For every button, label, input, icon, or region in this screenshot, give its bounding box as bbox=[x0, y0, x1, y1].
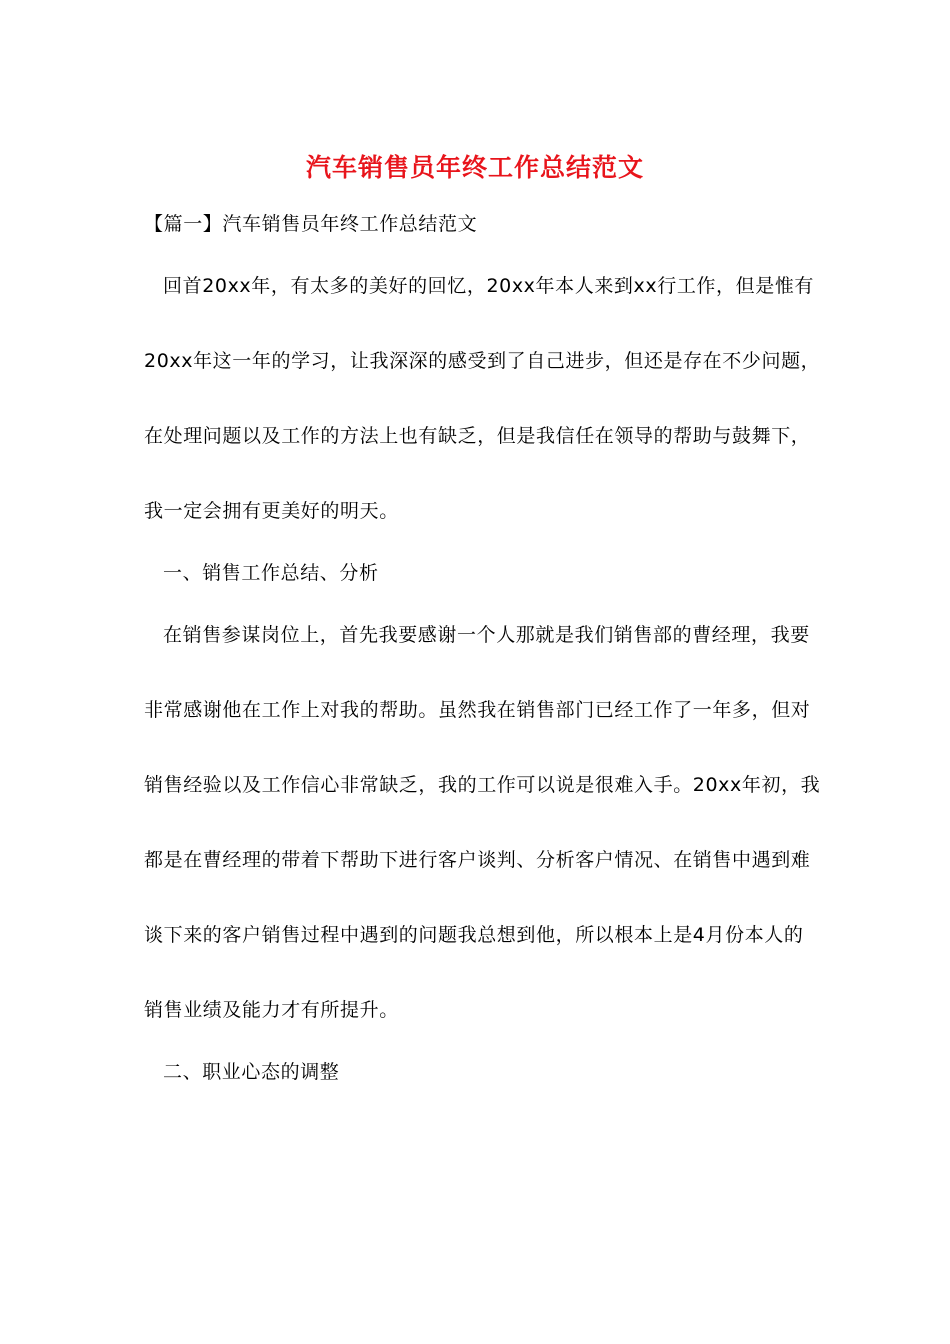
paragraph-line: 销售经验以及工作信心非常缺乏，我的工作可以说是很难入手。20xx年初，我 bbox=[144, 774, 821, 796]
paragraph-line: 回首20xx年，有太多的美好的回忆，20xx年本人来到xx行工作，但是惟有 bbox=[163, 275, 815, 297]
subheading-career-mindset: 二、职业心态的调整 bbox=[163, 1061, 340, 1083]
paragraph-line: 在处理问题以及工作的方法上也有缺乏，但是我信任在领导的帮助与鼓舞下， bbox=[144, 425, 811, 447]
paragraph-line: 在销售参谋岗位上，首先我要感谢一个人那就是我们销售部的曹经理，我要 bbox=[163, 624, 810, 646]
section-heading-part-one: 【篇一】汽车销售员年终工作总结范文 bbox=[144, 213, 478, 235]
paragraph-line: 20xx年这一年的学习，让我深深的感受到了自己进步，但还是存在不少问题， bbox=[144, 350, 821, 372]
document-title: 汽车销售员年终工作总结范文 bbox=[305, 153, 644, 182]
paragraph-line: 谈下来的客户销售过程中遇到的问题我总想到他，所以根本上是4月份本人的 bbox=[144, 924, 804, 946]
subheading-sales-summary: 一、销售工作总结、分析 bbox=[163, 562, 379, 584]
paragraph-line: 我一定会拥有更美好的明天。 bbox=[144, 500, 399, 522]
paragraph-line: 销售业绩及能力才有所提升。 bbox=[144, 999, 399, 1021]
paragraph-line: 非常感谢他在工作上对我的帮助。虽然我在销售部门已经工作了一年多，但对 bbox=[144, 699, 811, 721]
paragraph-line: 都是在曹经理的带着下帮助下进行客户谈判、分析客户情况、在销售中遇到难 bbox=[144, 849, 811, 871]
